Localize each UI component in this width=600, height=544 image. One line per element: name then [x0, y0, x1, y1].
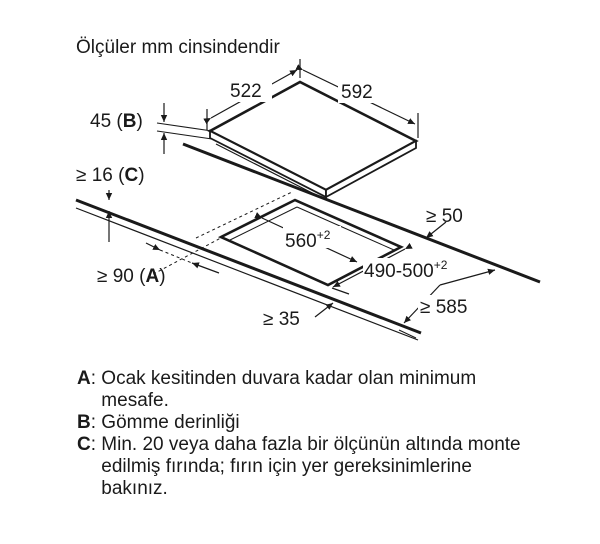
side-clearance-label: ≥ 50	[426, 206, 463, 227]
wall-distance-label: ≥ 90 (A)	[97, 266, 166, 287]
depth-label: 522	[230, 81, 262, 102]
legend-note-b	[77, 412, 537, 434]
legend-note-text: Ocak kesitinden duvara kadar olan minimum mesafe.	[101, 368, 477, 411]
width-label: 592	[341, 82, 373, 103]
legend-note-c	[77, 434, 537, 500]
front-clearance-dimension	[263, 303, 333, 330]
legend-note-text: Gömme derinliği	[101, 412, 240, 433]
thickness-dimension	[90, 103, 212, 154]
legend-note-a	[77, 368, 537, 412]
side-clearance-dimension	[426, 206, 463, 238]
worktop-depth-label: ≥ 585	[420, 297, 468, 318]
cutout-depth-label: $490-500^{+2}$	[364, 258, 448, 282]
clearance-below-label: ≥ 16 (C)	[76, 165, 145, 186]
legend-note-key: C	[77, 434, 91, 455]
legend-note-key: B	[77, 412, 91, 433]
front-clearance-label: ≥ 35	[263, 309, 300, 330]
cutout-width-label: $560^{+2}$	[285, 228, 331, 252]
legend-note-separator: :	[90, 412, 102, 433]
legend-note-key: A	[77, 368, 91, 389]
legend-note-text: Min. 20 veya daha fazla bir ölçünün altında monte edilmiş fırında; fırın için yer gereksinimlerine bakınız.	[101, 434, 521, 499]
thickness-label: 45 (B)	[90, 111, 143, 132]
units-title: Ölçüler mm cinsindendir	[76, 37, 280, 58]
legend-notes	[77, 368, 537, 500]
legend-note-separator: :	[90, 434, 102, 455]
legend-note-separator: :	[90, 368, 102, 389]
